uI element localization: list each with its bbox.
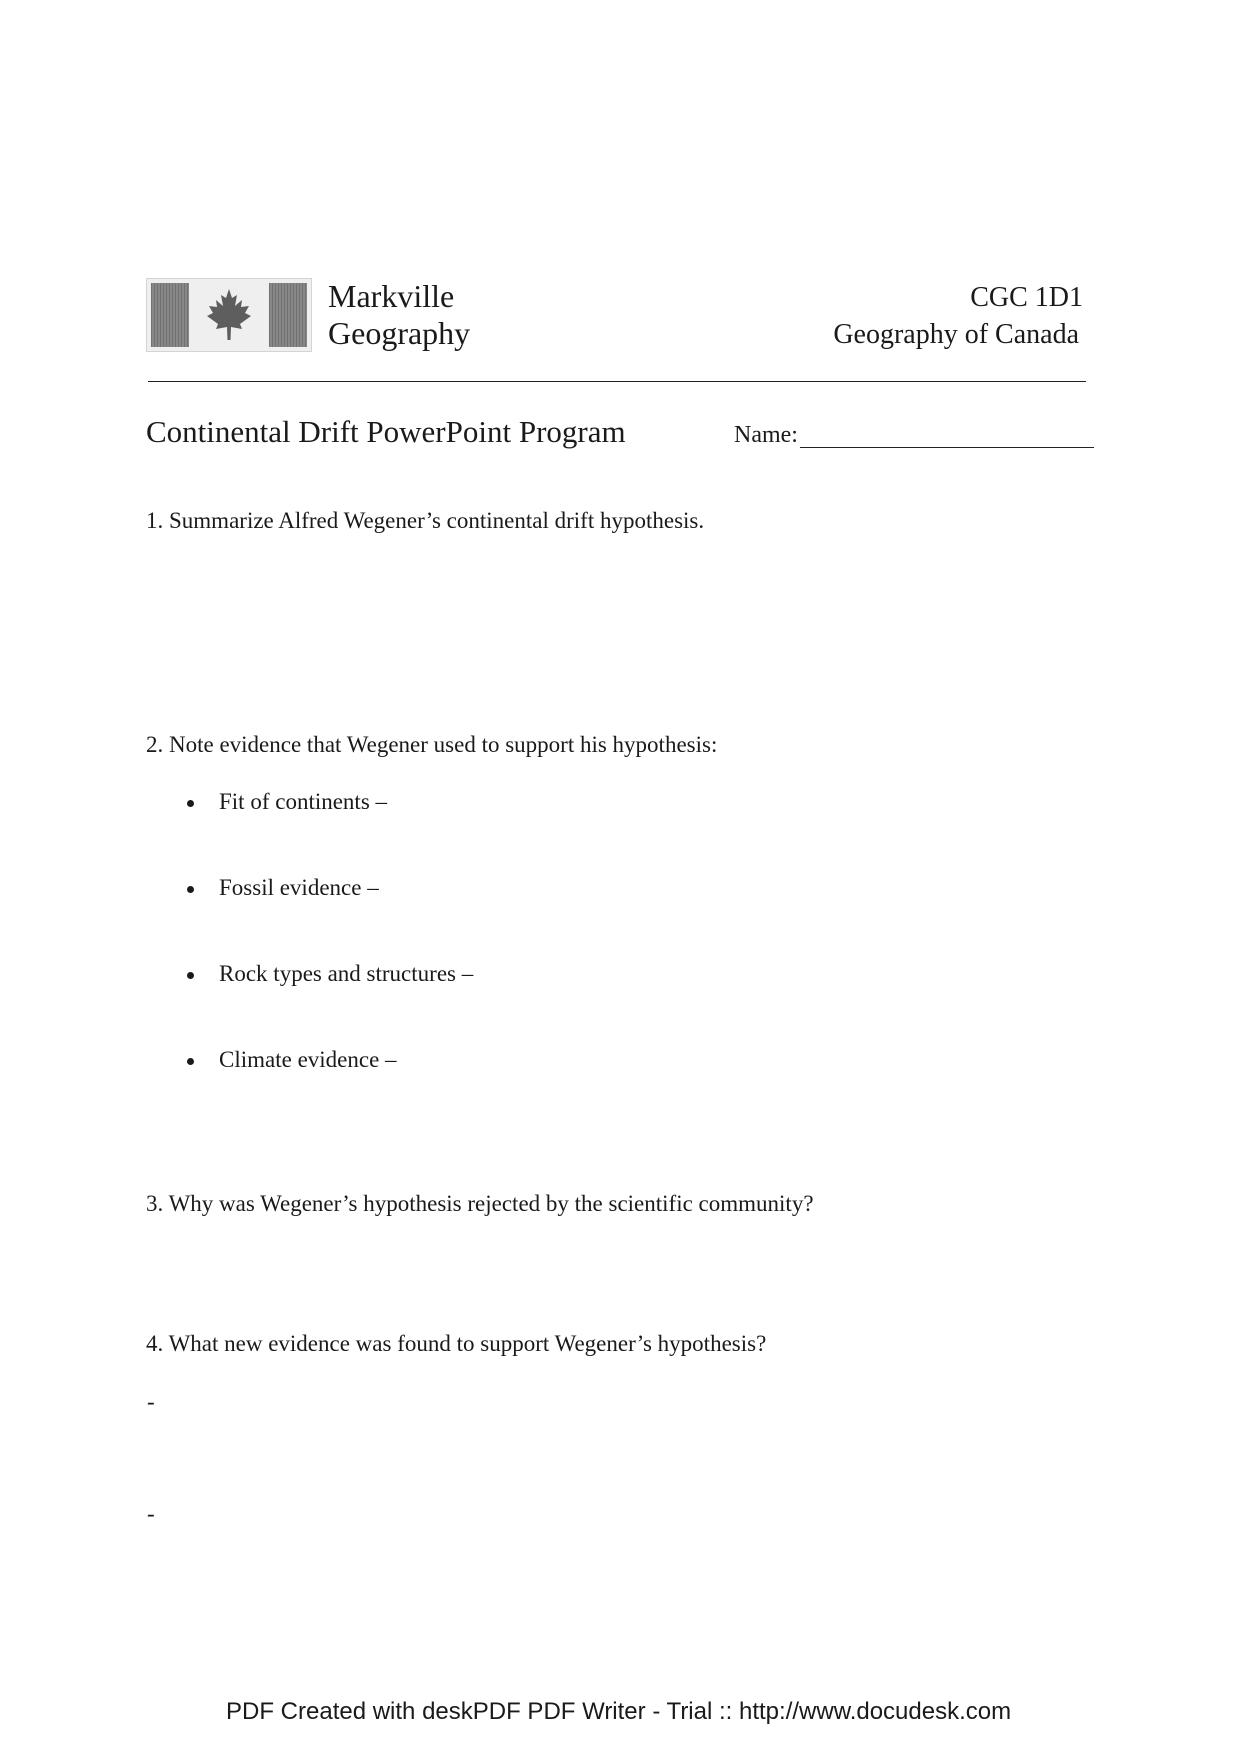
answer-dash: - xyxy=(147,1501,155,1526)
evidence-item-fossil: Fossil evidence – xyxy=(219,875,379,900)
maple-leaf-icon xyxy=(204,287,254,343)
name-field-line xyxy=(800,447,1094,448)
evidence-item-rock: Rock types and structures – xyxy=(219,961,474,986)
flag-right-band xyxy=(269,283,307,347)
school-name-line1: Markville xyxy=(328,278,455,314)
question-4: 4. What new evidence was found to support Wegener’s hypothesis? xyxy=(146,1331,767,1356)
course-code: CGC 1D1 xyxy=(970,282,1083,313)
canadian-flag-image xyxy=(146,278,312,352)
question-1: 1. Summarize Alfred Wegener’s continental drift hypothesis. xyxy=(146,508,705,533)
question-2: 2. Note evidence that Wegener used to support his hypothesis: xyxy=(146,732,718,757)
worksheet-title: Continental Drift PowerPoint Program xyxy=(146,414,626,449)
evidence-item-climate: Climate evidence – xyxy=(219,1047,397,1072)
header-divider xyxy=(148,381,1086,382)
pdf-writer-footer: PDF Created with deskPDF PDF Writer - Trial :: http://www.docudesk.com xyxy=(226,1698,1012,1725)
question-3: 3. Why was Wegener’s hypothesis rejected by the scientific community? xyxy=(146,1191,814,1216)
flag-left-band xyxy=(151,283,189,347)
bullet-point xyxy=(187,886,194,893)
bullet-point xyxy=(187,1058,194,1065)
name-label: Name: xyxy=(734,422,798,448)
answer-dash: - xyxy=(147,1389,155,1414)
evidence-item-fit: Fit of continents – xyxy=(219,789,388,814)
bullet-point xyxy=(187,800,194,807)
school-name-line2: Geography xyxy=(328,315,471,351)
course-name: Geography of Canada xyxy=(833,319,1079,350)
bullet-point xyxy=(187,972,194,979)
